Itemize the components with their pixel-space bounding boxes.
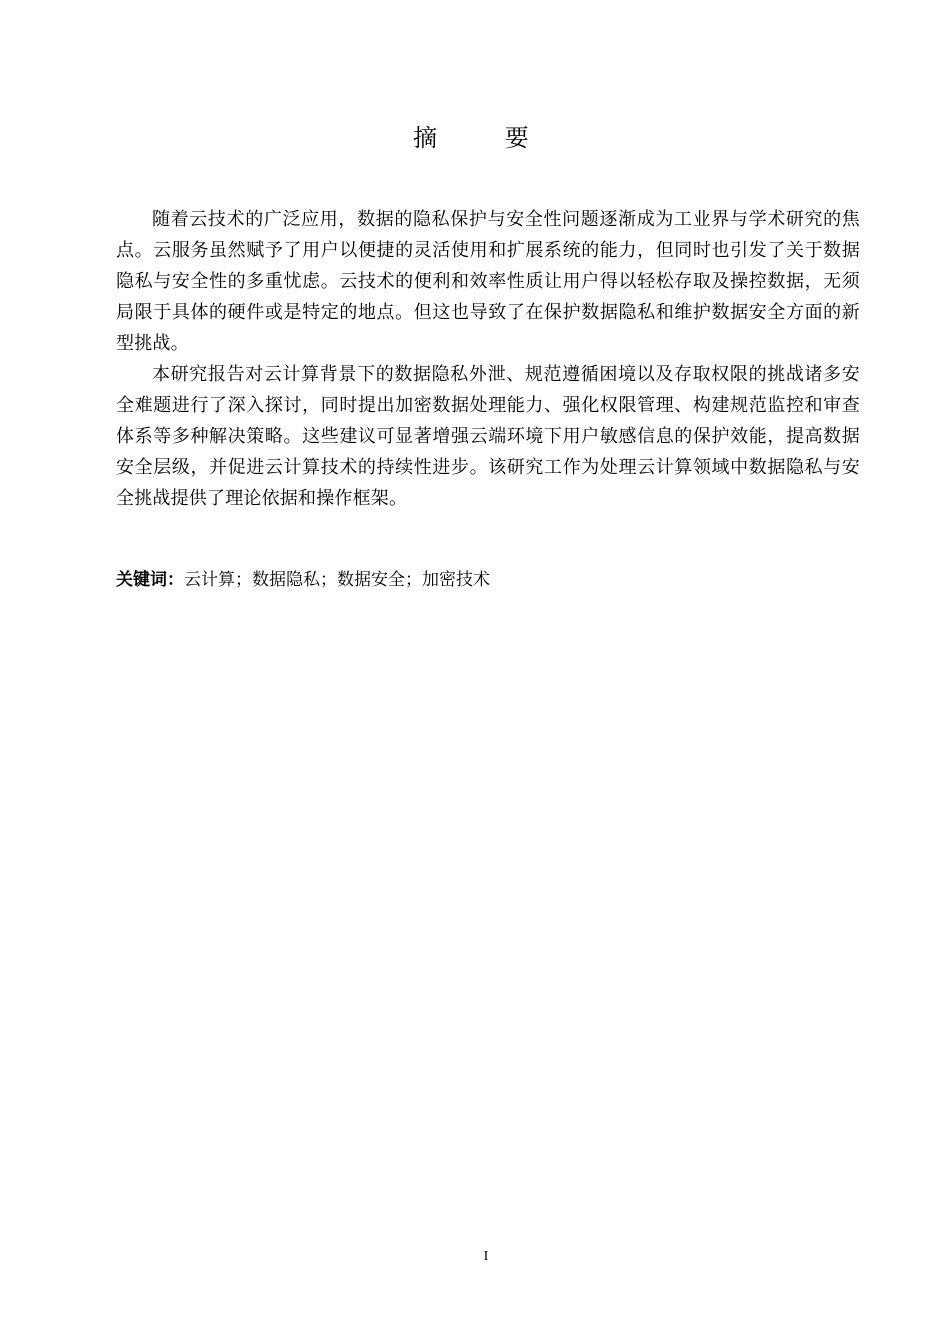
page-number: I bbox=[483, 1249, 489, 1264]
page-title: 摘 要 bbox=[413, 124, 559, 152]
keywords-line bbox=[116, 566, 860, 594]
abstract-paragraph-1: 随着云技术的广泛应用，数据的隐私保护与安全性问题逐渐成为工业界与学术研究的焦点。云服务虽然赋予了用户以便捷的灵活使用和扩展系统的能力，但同时也引发了关于数据隐私与安全性的多重忧虑。云技术的便利和效率性质让用户得以轻松存取及操控数据，无须局限于具体的硬件或是特定的地点。但这也导致了在保护数据隐私和维护数据安全方面的新型挑战。 bbox=[116, 209, 860, 354]
keywords-text: 云计算；数据隐私；数据安全；加密技术 bbox=[184, 570, 490, 590]
abstract-paragraph-2: 本研究报告对云计算背景下的数据隐私外泄、规范遵循困境以及存取权限的挑战诸多安全难题进行了深入探讨，同时提出加密数据处理能力、强化权限管理、构建规范监控和审查体系等多种解决策略。这些建议可显著增强云端环境下用户敏感信息的保护效能，提高数据安全层级，并促进云计算技术的持续性进步。该研究工作为处理云计算领域中数据隐私与安全挑战提供了理论依据和操作框架。 bbox=[116, 364, 860, 509]
keywords-label: 关键词： bbox=[116, 570, 184, 590]
abstract-body bbox=[116, 204, 860, 514]
